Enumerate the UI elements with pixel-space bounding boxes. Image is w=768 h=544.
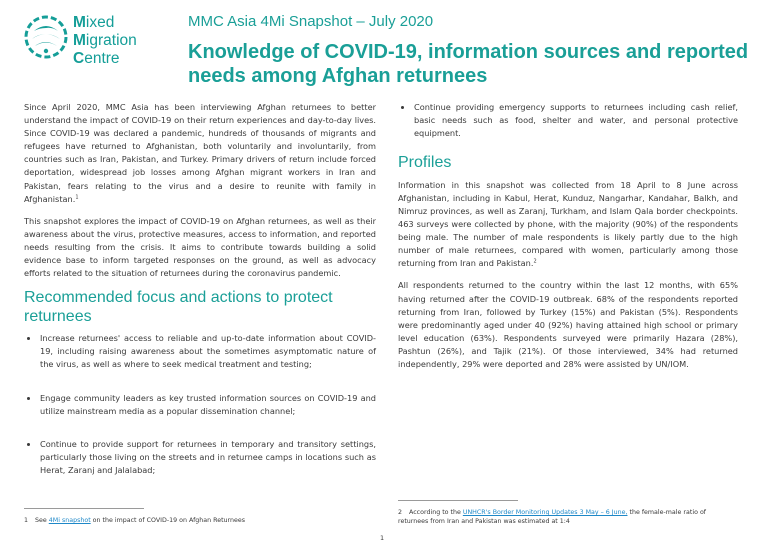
logo-wordmark: Mixed Migration Centre xyxy=(73,14,137,67)
recommendations-heading: Recommended focus and actions to protect returnees xyxy=(24,289,333,325)
footnote-divider xyxy=(24,508,144,509)
list-item: Increase returnees' access to reliable and up-to-date information about COVID-19, including raising awareness about the sometimes asymptomatic nature of the virus, as well as where to seek medical treatment and testing; xyxy=(24,332,376,371)
footnote-1: 1 See 4Mi snapshot on the impact of COVID-19 on Afghan Returnees xyxy=(24,517,246,524)
footnote-divider xyxy=(398,500,518,501)
list-item: Engage community leaders as key trusted information sources on COVID-19 and utilize mainstream media as a popular dissemination channel; xyxy=(24,392,376,418)
mmc-logo xyxy=(24,12,174,74)
recommendations-list-continued xyxy=(398,101,738,140)
left-column xyxy=(24,101,376,497)
unhcr-link[interactable]: UNHCR's Border Monitoring Updates 3 May – 6 June, xyxy=(462,509,628,516)
intro-paragraph-1: Since April 2020, MMC Asia has been interviewing Afghan returnees to better understand the impact of COVID-19 on their return experiences and day-to-day lives. Since COVID-19 was declared a pandemic, hundreds of thousands of migrants and refugees have returned to Afghanistan, both voluntarily and involuntarily, from countries such as Iran, Pakistan, and Turkey. Primary drivers of return include forced deportation, widespread job losses among Afghan migrant workers in Iran and Pakistan, fears relating to the virus and a desire to reunite with family in Afghanistan.$^1$ xyxy=(24,102,376,204)
report-subtitle: MMC Asia 4Mi Snapshot – July 2020 xyxy=(188,13,434,30)
intro-paragraph-2: This snapshot explores the impact of COVID-19 on Afghan returnees, as well as their awareness about the virus, protective measures, access to information, and reported needs resulting from the crisis. It aims to contribute towards building a solid evidence base to inform targeted responses on the ground, as well as advocacy efforts related to the situation of returnees during the coronavirus pandemic. xyxy=(24,215,376,279)
list-item: Continue providing emergency supports to returnees including cash relief, basic needs such as food, shelter and water, and personal protective equipment. xyxy=(398,101,738,140)
profiles-paragraph-2: All respondents returned to the country within the last 12 months, with 65% having returned after the COVID-19 outbreak. 68% of the respondents reported returning from Iran, followed by Turkey (15%) and Pakistan (5%). Respondents were predominantly aged under 40 (92%) having attained high school or primary level education (63%). Respondents surveyed were primarily Hazara (28%), Pashtun (26%), and Tajik (21%). Of those interviewed, 34% had returned independently, 29% were deported and 28% were assisted by UN/IOM. xyxy=(398,280,738,369)
page-number: 1 xyxy=(380,534,385,542)
right-column xyxy=(398,101,738,380)
snapshot-link[interactable]: 4Mi snapshot xyxy=(48,517,91,524)
list-item: Continue to provide support for returnees in temporary and transitory settings, particularly those living on the streets and in returnee camps in locations such as Herat, Zaranj and Jalalabad; xyxy=(24,438,376,477)
globe-logo-icon xyxy=(24,15,68,59)
footnote-2: 2 According to the UNHCR's Border Monitoring Updates 3 May – 6 June, the female-male ratio of returnees from Iran and Pakistan was estimated at 1:4 xyxy=(398,509,707,525)
footnote-ref-2[interactable]: 2 xyxy=(533,258,537,265)
footnote-ref-1[interactable]: 1 xyxy=(75,193,79,200)
recommendations-list xyxy=(24,332,376,477)
profiles-heading: Profiles xyxy=(398,154,452,172)
report-title: Knowledge of COVID-19, information sources and reported needs among Afghan returnees xyxy=(188,41,749,87)
profiles-paragraph-1: Information in this snapshot was collected from 18 April to 8 June across Afghanistan, including in Kabul, Herat, Kunduz, Nangarhar, Kandahar, Balkh, and Nimruz provinces, as well as Zaranj, Turkham, and Islam Qala border checkpoints. 463 surveys were collected by phone, with the majority (90%) of the respondents being male. The number of male respondents is likely partly due to the high number of male returnees, compared with women, particularly among those returning from Iran and Pakistan.$^2$ xyxy=(398,179,738,269)
